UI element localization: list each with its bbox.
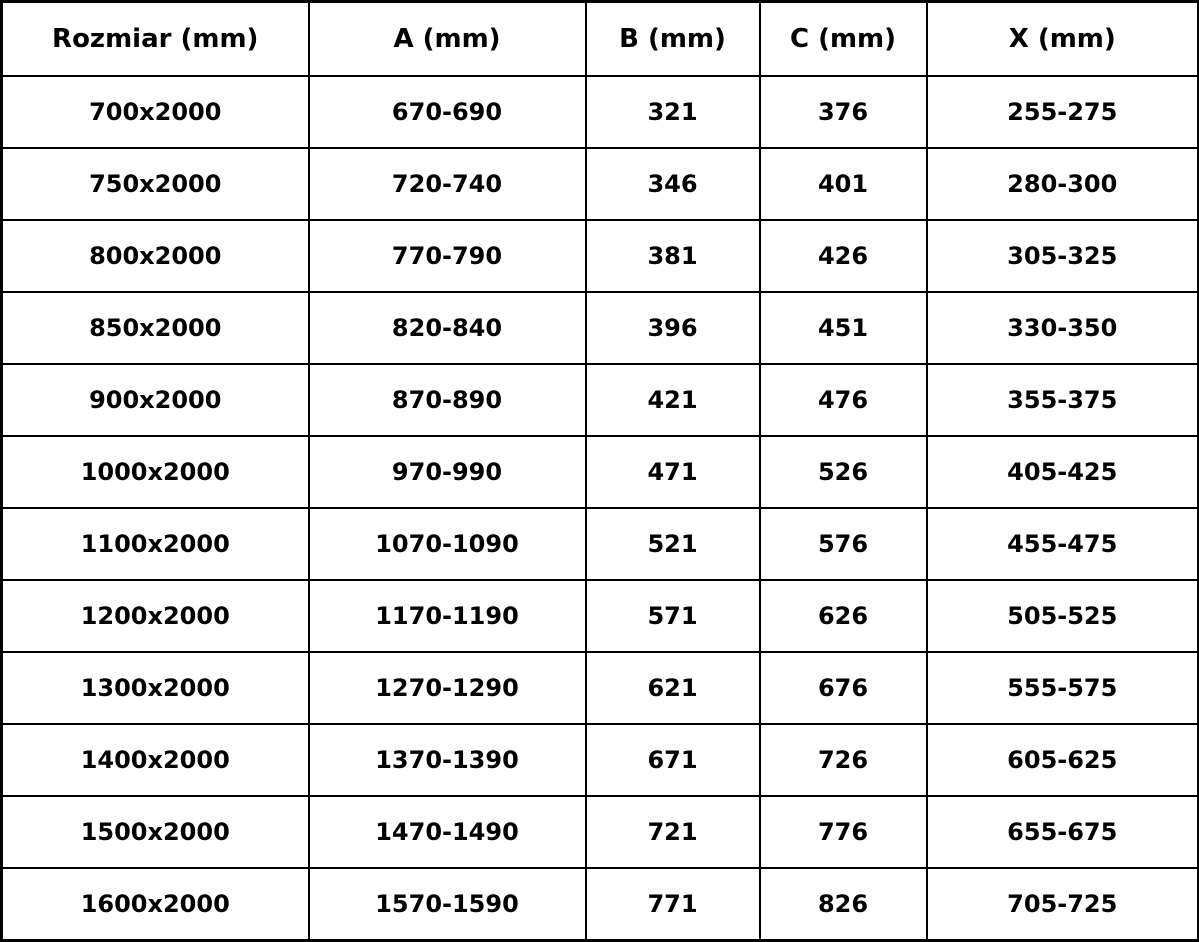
cell-c: 426 <box>760 220 927 292</box>
table-row <box>2 220 1199 292</box>
cell-rozmiar: 1100x2000 <box>2 508 309 580</box>
cell-a: 870-890 <box>309 364 586 436</box>
table-row <box>2 148 1199 220</box>
cell-x: 455-475 <box>927 508 1199 580</box>
cell-rozmiar: 1600x2000 <box>2 868 309 941</box>
cell-rozmiar: 800x2000 <box>2 220 309 292</box>
cell-a: 720-740 <box>309 148 586 220</box>
cell-x: 705-725 <box>927 868 1199 941</box>
cell-a: 1070-1090 <box>309 508 586 580</box>
column-header-c: C (mm) <box>760 2 927 77</box>
table-row <box>2 76 1199 148</box>
cell-x: 355-375 <box>927 364 1199 436</box>
table-row <box>2 796 1199 868</box>
cell-rozmiar: 700x2000 <box>2 76 309 148</box>
cell-c: 526 <box>760 436 927 508</box>
cell-rozmiar: 850x2000 <box>2 292 309 364</box>
cell-b: 346 <box>586 148 760 220</box>
cell-b: 771 <box>586 868 760 941</box>
cell-a: 1170-1190 <box>309 580 586 652</box>
cell-a: 970-990 <box>309 436 586 508</box>
cell-c: 626 <box>760 580 927 652</box>
cell-a: 770-790 <box>309 220 586 292</box>
cell-b: 321 <box>586 76 760 148</box>
cell-rozmiar: 900x2000 <box>2 364 309 436</box>
table-row <box>2 436 1199 508</box>
table-row <box>2 724 1199 796</box>
cell-b: 671 <box>586 724 760 796</box>
cell-rozmiar: 750x2000 <box>2 148 309 220</box>
table-header-row <box>2 2 1199 77</box>
cell-b: 571 <box>586 580 760 652</box>
column-header-b: B (mm) <box>586 2 760 77</box>
cell-a: 1470-1490 <box>309 796 586 868</box>
cell-c: 401 <box>760 148 927 220</box>
table-row <box>2 292 1199 364</box>
column-header-x: X (mm) <box>927 2 1199 77</box>
table-header <box>2 2 1199 77</box>
cell-c: 726 <box>760 724 927 796</box>
cell-x: 280-300 <box>927 148 1199 220</box>
table-row <box>2 868 1199 941</box>
cell-b: 621 <box>586 652 760 724</box>
cell-rozmiar: 1200x2000 <box>2 580 309 652</box>
cell-x: 305-325 <box>927 220 1199 292</box>
cell-x: 255-275 <box>927 76 1199 148</box>
cell-b: 721 <box>586 796 760 868</box>
cell-c: 676 <box>760 652 927 724</box>
cell-a: 820-840 <box>309 292 586 364</box>
cell-c: 376 <box>760 76 927 148</box>
table-body <box>2 76 1199 941</box>
table-row <box>2 364 1199 436</box>
cell-b: 421 <box>586 364 760 436</box>
cell-c: 476 <box>760 364 927 436</box>
cell-b: 381 <box>586 220 760 292</box>
cell-rozmiar: 1400x2000 <box>2 724 309 796</box>
table-row <box>2 580 1199 652</box>
table-row <box>2 508 1199 580</box>
table-row <box>2 652 1199 724</box>
cell-b: 396 <box>586 292 760 364</box>
cell-rozmiar: 1000x2000 <box>2 436 309 508</box>
cell-c: 776 <box>760 796 927 868</box>
cell-x: 655-675 <box>927 796 1199 868</box>
cell-rozmiar: 1300x2000 <box>2 652 309 724</box>
cell-rozmiar: 1500x2000 <box>2 796 309 868</box>
cell-c: 451 <box>760 292 927 364</box>
column-header-a: A (mm) <box>309 2 586 77</box>
cell-a: 1270-1290 <box>309 652 586 724</box>
cell-c: 826 <box>760 868 927 941</box>
cell-a: 1370-1390 <box>309 724 586 796</box>
cell-b: 471 <box>586 436 760 508</box>
cell-x: 330-350 <box>927 292 1199 364</box>
cell-x: 405-425 <box>927 436 1199 508</box>
cell-a: 670-690 <box>309 76 586 148</box>
cell-x: 555-575 <box>927 652 1199 724</box>
cell-b: 521 <box>586 508 760 580</box>
column-header-rozmiar: Rozmiar (mm) <box>2 2 309 77</box>
cell-x: 605-625 <box>927 724 1199 796</box>
cell-a: 1570-1590 <box>309 868 586 941</box>
cell-x: 505-525 <box>927 580 1199 652</box>
cell-c: 576 <box>760 508 927 580</box>
